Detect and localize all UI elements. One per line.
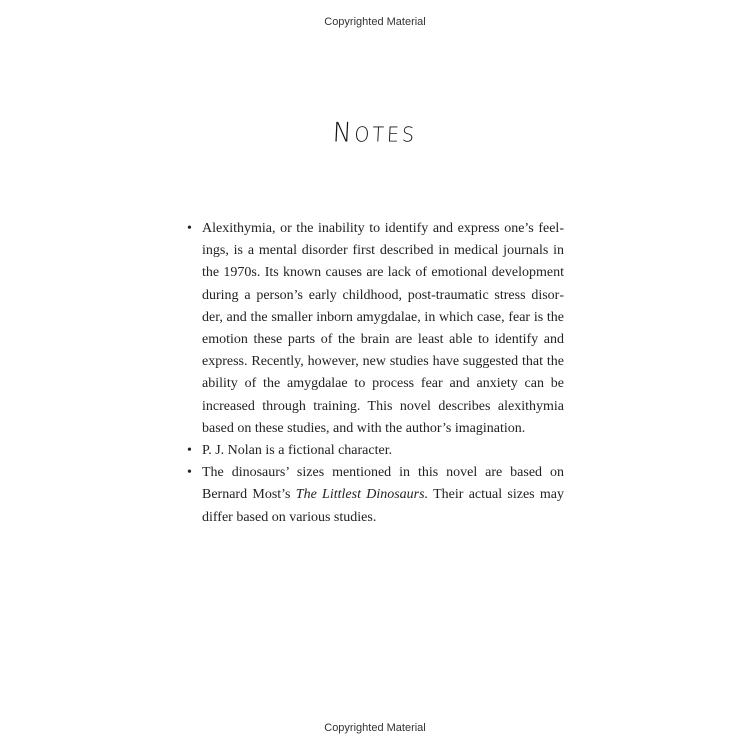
bullet-icon: • — [187, 465, 192, 481]
notes-list — [187, 218, 564, 529]
book-title: The Littlest Dinosaurs. — [295, 487, 429, 503]
bullet-icon: • — [187, 443, 192, 459]
page-title-rest: OTES — [353, 123, 418, 148]
copyright-footer: Copyrighted Material — [324, 722, 426, 734]
page-title — [0, 117, 750, 148]
bullet-icon: • — [187, 221, 192, 236]
page-title-initial: N — [332, 116, 356, 149]
note-item — [187, 218, 564, 440]
note-text-after: Their actual sizes may differ based on various studies. — [202, 487, 564, 525]
note-item — [187, 440, 564, 462]
note-text-before: The dinosaurs’ sizes mentioned in this novel are based on Bernard Most’s — [202, 465, 564, 503]
copyright-header: Copyrighted Material — [324, 16, 426, 28]
note-item — [187, 462, 564, 529]
note-text: P. J. Nolan is a fictional character. — [202, 443, 393, 459]
note-text: Alexithymia, or the inability to identify and express one’s feelings, is a mental disorder first described in medical journals in the 1970s. Its known causes are lack of emotional development during a person’s early childhood, post-traumatic stress disorder, and the smaller inborn amygdalae, in which case, fear is the emotion these parts of the brain are least able to identify and express. Recently, however, new studies have suggested that the ability of the amygdalae to process fear and anxiety can be increased through training. This novel describes alexithymia based on these studies, and with the author’s imagination. — [202, 221, 564, 436]
